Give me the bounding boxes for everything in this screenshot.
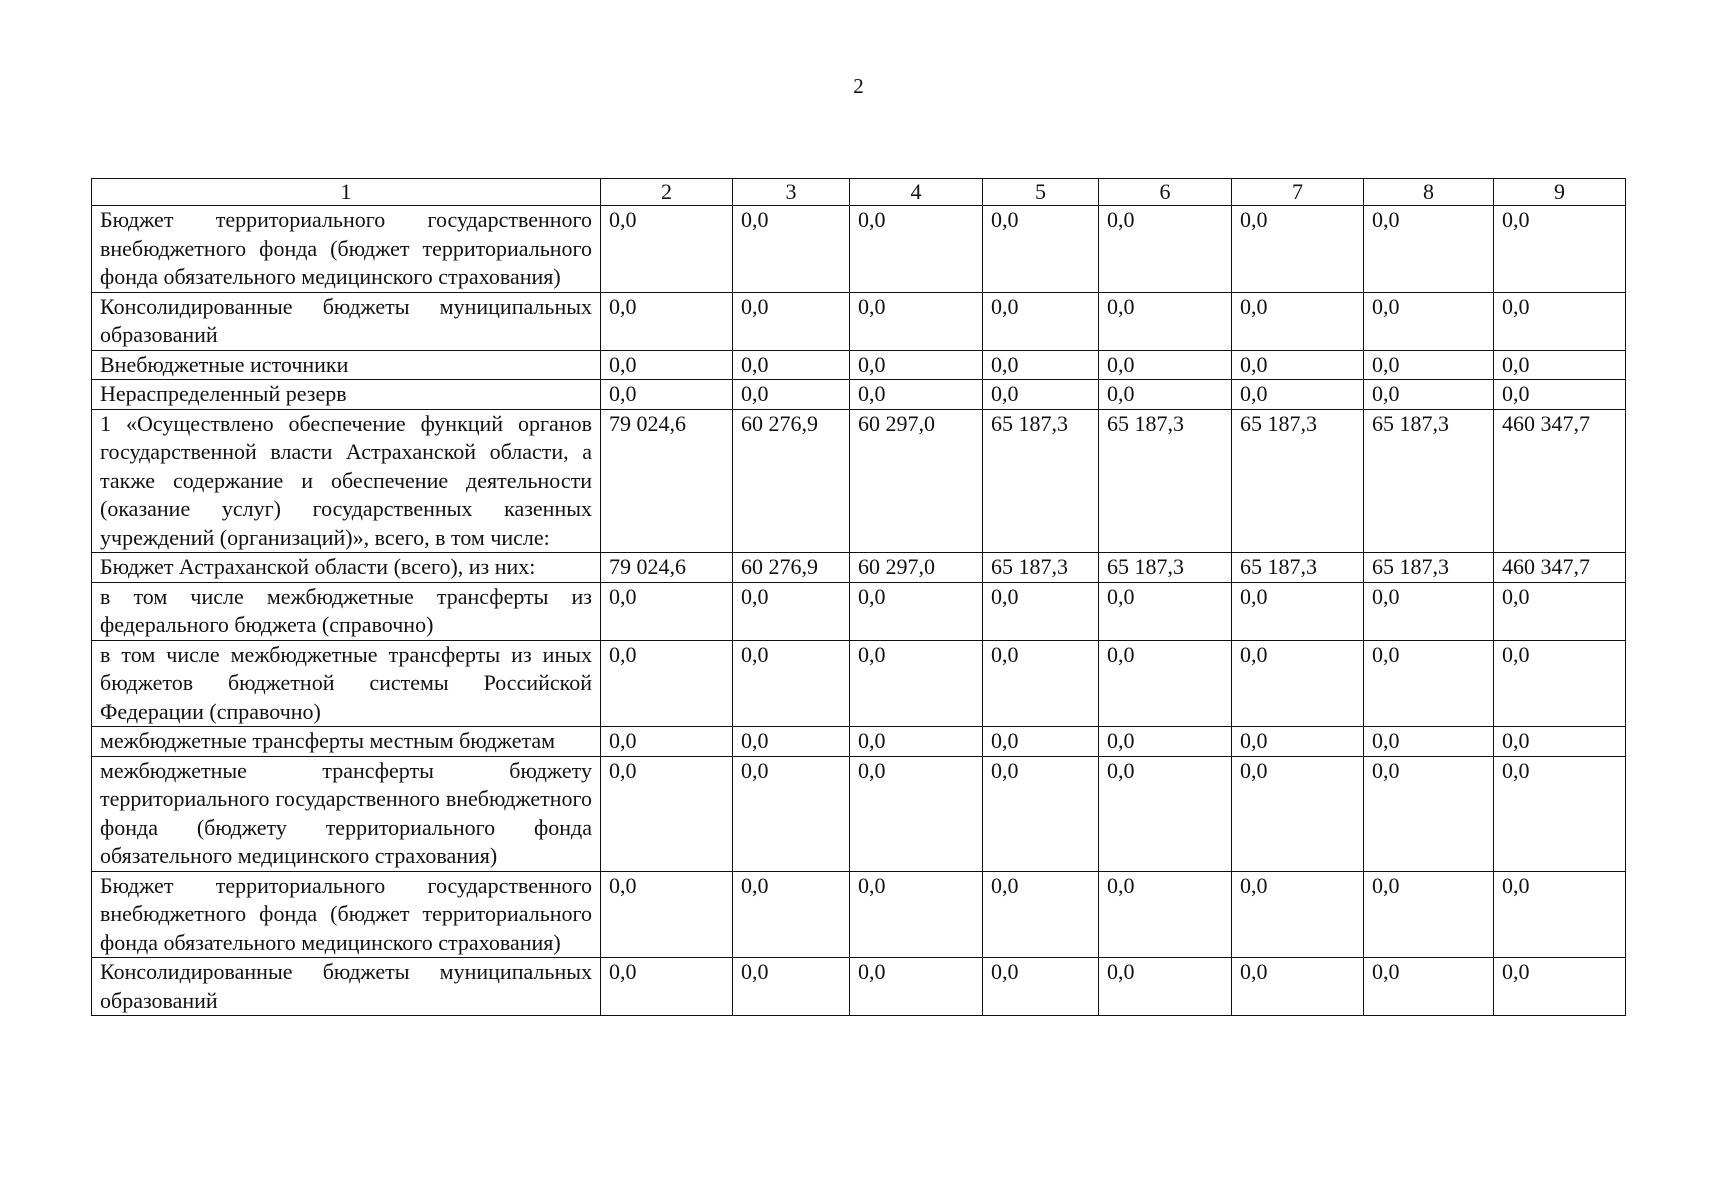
table-cell: 0,0: [1364, 292, 1494, 350]
table-cell: 0,0: [850, 871, 983, 958]
table-cell: 0,0: [983, 640, 1099, 727]
table-cell: 0,0: [733, 640, 850, 727]
table-cell: 0,0: [601, 582, 733, 640]
table-cell: 0,0: [983, 582, 1099, 640]
row-label: Бюджет Астраханской области (всего), из них:: [92, 553, 601, 583]
table-cell: 0,0: [733, 727, 850, 757]
table-row: [92, 380, 1626, 410]
table-row: [92, 958, 1626, 1016]
table-row: [92, 582, 1626, 640]
table-cell: 0,0: [1232, 958, 1364, 1016]
table-cell: 0,0: [1099, 871, 1232, 958]
table-cell: 0,0: [601, 350, 733, 380]
table-row: [92, 350, 1626, 380]
table-row: [92, 292, 1626, 350]
table-cell: 0,0: [1364, 727, 1494, 757]
table-cell: 65 187,3: [1364, 409, 1494, 553]
table-cell: 0,0: [983, 727, 1099, 757]
table-cell: 0,0: [1494, 350, 1626, 380]
table-cell: 0,0: [1099, 350, 1232, 380]
table-cell: 0,0: [983, 350, 1099, 380]
table-cell: 0,0: [1494, 292, 1626, 350]
table-cell: 460 347,7: [1494, 409, 1626, 553]
table-cell: 0,0: [1099, 756, 1232, 871]
table-cell: 0,0: [733, 756, 850, 871]
table-cell: 0,0: [1232, 350, 1364, 380]
row-label: Бюджет территориального государственного внебюджетного фонда (бюджет территориального фонда обязательного медицинского страхования): [92, 871, 601, 958]
table-cell: 0,0: [1364, 958, 1494, 1016]
table-cell: 0,0: [601, 727, 733, 757]
row-label: Консолидированные бюджеты муниципальных образований: [92, 292, 601, 350]
table-cell: 0,0: [601, 640, 733, 727]
table-cell: 0,0: [850, 292, 983, 350]
table-cell: 0,0: [1364, 582, 1494, 640]
table-cell: 0,0: [850, 756, 983, 871]
table-cell: 0,0: [983, 756, 1099, 871]
column-header: 7: [1232, 179, 1364, 206]
table-cell: 0,0: [1494, 640, 1626, 727]
table-cell: 0,0: [983, 380, 1099, 410]
column-header: 2: [601, 179, 733, 206]
table-cell: 0,0: [1494, 727, 1626, 757]
table-row: [92, 553, 1626, 583]
row-label: Внебюджетные источники: [92, 350, 601, 380]
row-label: Нераспределенный резерв: [92, 380, 601, 410]
table-cell: 79 024,6: [601, 409, 733, 553]
table-cell: 0,0: [601, 292, 733, 350]
table-cell: 60 276,9: [733, 553, 850, 583]
table-cell: 0,0: [850, 727, 983, 757]
table-cell: 65 187,3: [1099, 409, 1232, 553]
table-cell: 0,0: [1232, 206, 1364, 293]
column-header: 6: [1099, 179, 1232, 206]
table-cell: 0,0: [1232, 640, 1364, 727]
table-cell: 60 297,0: [850, 553, 983, 583]
table-cell: 0,0: [601, 206, 733, 293]
table-cell: 65 187,3: [983, 553, 1099, 583]
table-cell: 0,0: [850, 958, 983, 1016]
table-cell: 0,0: [983, 958, 1099, 1016]
table-cell: 0,0: [733, 871, 850, 958]
table-cell: 0,0: [1364, 380, 1494, 410]
table-row: [92, 871, 1626, 958]
table-cell: 0,0: [1099, 206, 1232, 293]
table-cell: 0,0: [601, 958, 733, 1016]
table-cell: 65 187,3: [1232, 409, 1364, 553]
column-header: 1: [92, 179, 601, 206]
table-cell: 0,0: [1364, 640, 1494, 727]
table-cell: 0,0: [601, 756, 733, 871]
table-cell: 0,0: [1364, 350, 1494, 380]
row-label: межбюджетные трансферты местным бюджетам: [92, 727, 601, 757]
table-cell: 0,0: [733, 582, 850, 640]
table-cell: 0,0: [850, 582, 983, 640]
table-cell: 460 347,7: [1494, 553, 1626, 583]
table-cell: 0,0: [850, 350, 983, 380]
table-cell: 0,0: [1494, 206, 1626, 293]
table-cell: 0,0: [983, 206, 1099, 293]
table-cell: 0,0: [1232, 727, 1364, 757]
table-cell: 0,0: [1494, 582, 1626, 640]
table-cell: 0,0: [601, 871, 733, 958]
table-row: [92, 756, 1626, 871]
table-row: [92, 727, 1626, 757]
row-label: в том числе межбюджетные трансферты из федерального бюджета (справочно): [92, 582, 601, 640]
table-cell: 0,0: [850, 640, 983, 727]
table-cell: 0,0: [1232, 582, 1364, 640]
row-label: в том числе межбюджетные трансферты из иных бюджетов бюджетной системы Российской Федерации (справочно): [92, 640, 601, 727]
column-header: 8: [1364, 179, 1494, 206]
table-cell: 0,0: [1232, 292, 1364, 350]
table-cell: 65 187,3: [983, 409, 1099, 553]
table-cell: 0,0: [1364, 206, 1494, 293]
table-header-row: [92, 179, 1626, 206]
table-cell: 0,0: [1099, 727, 1232, 757]
table-cell: 0,0: [733, 350, 850, 380]
row-label: 1 «Осуществлено обеспечение функций органов государственной власти Астраханской области, а также содержание и обеспечение деятельности (оказание услуг) государственных казенных учреждений (организаций)», всего, в том числе:: [92, 409, 601, 553]
table-cell: 0,0: [850, 206, 983, 293]
column-header: 5: [983, 179, 1099, 206]
table-cell: 0,0: [1364, 756, 1494, 871]
table-cell: 0,0: [1364, 871, 1494, 958]
table-cell: 0,0: [983, 871, 1099, 958]
table-cell: 0,0: [733, 380, 850, 410]
table-cell: 0,0: [733, 292, 850, 350]
table-cell: 0,0: [1232, 871, 1364, 958]
table-cell: 0,0: [601, 380, 733, 410]
table-cell: 0,0: [983, 292, 1099, 350]
column-header: 4: [850, 179, 983, 206]
row-label: Консолидированные бюджеты муниципальных образований: [92, 958, 601, 1016]
table-cell: 0,0: [850, 380, 983, 410]
table-cell: 0,0: [1494, 871, 1626, 958]
table-cell: 0,0: [1099, 582, 1232, 640]
column-header: 9: [1494, 179, 1626, 206]
table-row: [92, 640, 1626, 727]
row-label: межбюджетные трансферты бюджету территориального государственного внебюджетного фонда (бюджету территориального фонда обязательного медицинского страхования): [92, 756, 601, 871]
table-cell: 0,0: [1099, 640, 1232, 727]
table-cell: 0,0: [1099, 958, 1232, 1016]
table-cell: 0,0: [733, 206, 850, 293]
row-label: Бюджет территориального государственного внебюджетного фонда (бюджет территориального фонда обязательного медицинского страхования): [92, 206, 601, 293]
table-cell: 0,0: [1232, 756, 1364, 871]
table-cell: 65 187,3: [1364, 553, 1494, 583]
column-header: 3: [733, 179, 850, 206]
table-row: [92, 409, 1626, 553]
table-cell: 0,0: [1232, 380, 1364, 410]
table-cell: 0,0: [1494, 756, 1626, 871]
table-row: [92, 206, 1626, 293]
table-cell: 0,0: [733, 958, 850, 1016]
table-body: [92, 206, 1626, 1016]
table-cell: 60 276,9: [733, 409, 850, 553]
table-cell: 65 187,3: [1099, 553, 1232, 583]
table-cell: 79 024,6: [601, 553, 733, 583]
page-number: 2: [853, 74, 864, 98]
table-cell: 0,0: [1494, 958, 1626, 1016]
table-cell: 65 187,3: [1232, 553, 1364, 583]
table-cell: 0,0: [1099, 292, 1232, 350]
table-cell: 0,0: [1099, 380, 1232, 410]
table-cell: 0,0: [1494, 380, 1626, 410]
budget-table: [91, 178, 1626, 1016]
table-cell: 60 297,0: [850, 409, 983, 553]
